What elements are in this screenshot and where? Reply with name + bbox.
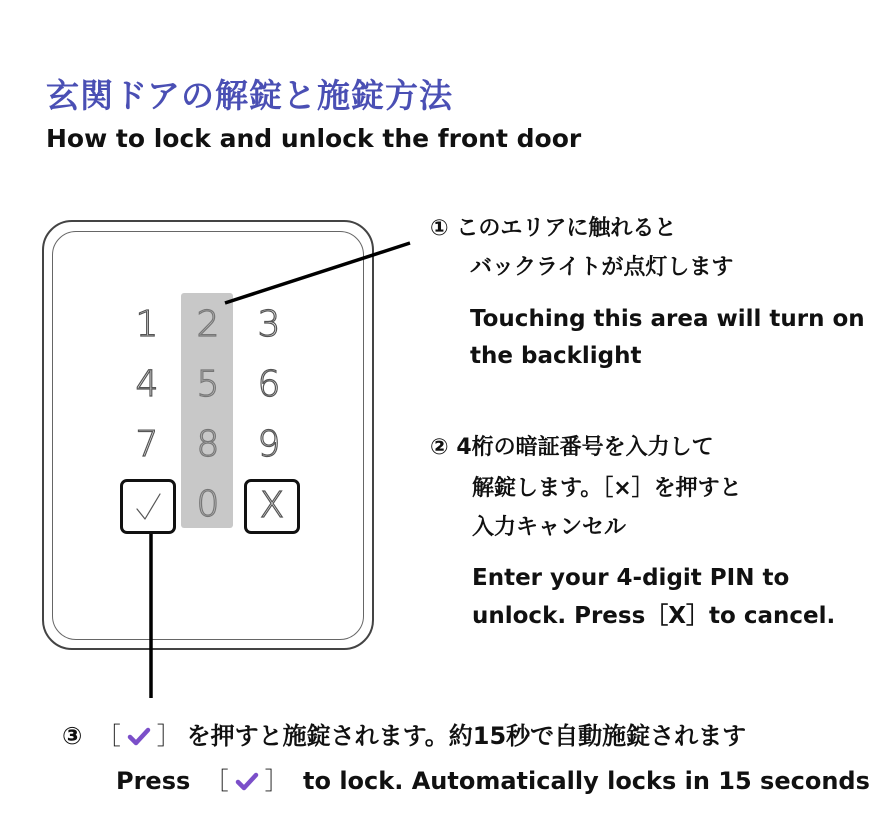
- step2-en-line2: unlock. Press［X］to cancel.: [472, 603, 836, 629]
- keypad-key-0: 0: [196, 484, 220, 525]
- page-title-ja: 玄関ドアの解錠と施錠方法: [46, 76, 454, 115]
- step3-ja-bracket-open: ［: [96, 722, 121, 750]
- step1-number: ①: [430, 216, 449, 241]
- page-title-en: How to lock and unlock the front door: [46, 124, 582, 153]
- step3-ja-line: [62, 716, 746, 751]
- step1-en-line2: the backlight: [470, 343, 642, 369]
- step2-ja-text1: 4桁の暗証番号を入力して: [456, 435, 714, 460]
- step3-en-bracket-open: ［: [204, 767, 229, 795]
- pointer-line-step1: [225, 243, 410, 303]
- keypad-key-1: 1: [135, 304, 159, 345]
- step2-ja-line3: 入力キャンセル: [472, 515, 627, 540]
- step3-ja-text: を押すと施錠されます。約15秒で自動施錠されます: [186, 722, 747, 750]
- step2-ja-line2: 解錠します。［×］を押すと: [472, 476, 742, 501]
- step2-ja-line1: [430, 429, 714, 466]
- step3-ja-bracket-close: ］: [156, 722, 181, 750]
- step1-ja-text1: このエリアに触れると: [456, 216, 677, 241]
- step3-en-line: [116, 761, 870, 796]
- step3-number: ③: [62, 722, 83, 750]
- keypad-key-6: 6: [257, 364, 281, 405]
- keypad-key-cancel-label: X: [259, 485, 285, 526]
- keypad-key-2: 2: [196, 304, 220, 345]
- step2-en-line1: Enter your 4-digit PIN to: [472, 565, 790, 591]
- keypad-key-5: 5: [196, 364, 220, 405]
- checkmark-icon: [127, 725, 151, 747]
- step1-en-line1: Touching this area will turn on: [470, 306, 865, 332]
- keypad-key-9: 9: [257, 424, 281, 465]
- keypad-key-3: 3: [257, 304, 281, 345]
- step1-ja-line1: [430, 210, 676, 247]
- step3-en-bracket-close: ］: [264, 767, 289, 795]
- step3-en-text: to lock. Automatically locks in 15 seconds: [303, 767, 870, 795]
- checkmark-icon: [235, 770, 259, 792]
- keypad-key-8: 8: [196, 424, 220, 465]
- keypad-key-4: 4: [135, 364, 159, 405]
- keypad-key-7: 7: [135, 424, 159, 465]
- step3-en-prefix: Press: [116, 767, 191, 795]
- step1-ja-line2: バックライトが点灯します: [470, 255, 734, 280]
- step2-number: ②: [430, 435, 449, 460]
